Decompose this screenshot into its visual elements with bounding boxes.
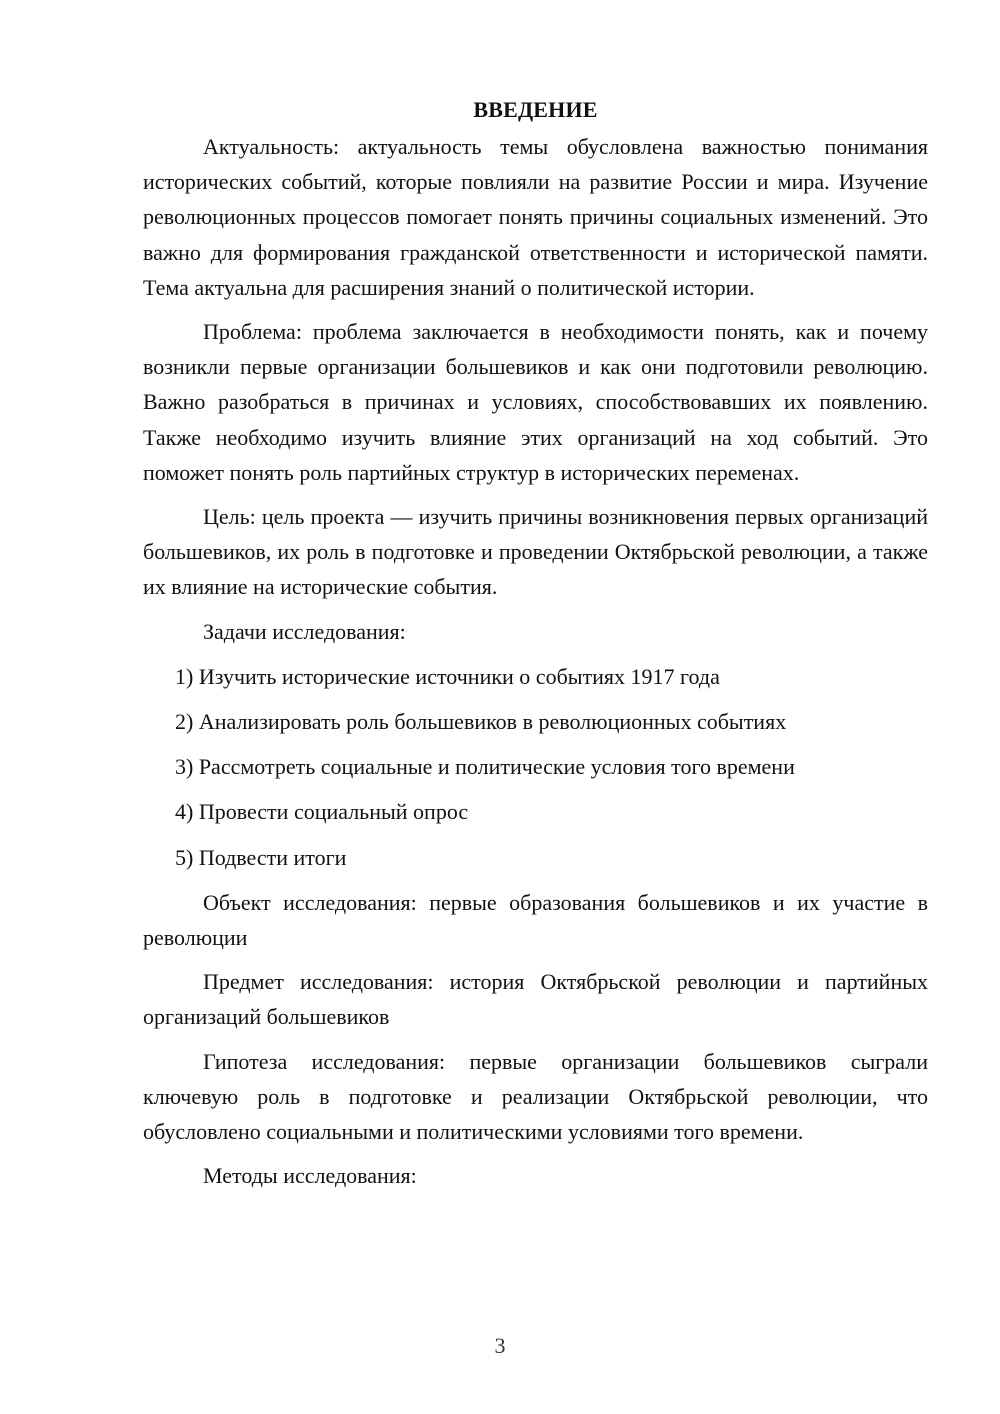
list-item: 2) Анализировать роль большевиков в революционных событиях [175, 709, 787, 735]
object-paragraph: Объект исследования: первые образования большевиков и их участие в революции [143, 889, 928, 951]
subject-paragraph: Предмет исследования: история Октябрьской революции и партийных организаций большевиков [143, 969, 928, 1030]
relevance-paragraph: Актуальность: актуальность темы обусловлена важностью понимания исторических событий, которые повлияли на развитие России и мира. Изучение революционных процессов помогает понять причины социальных изменений. Это важно для формирования гражданской ответственности и исторической памяти. Тема актуальна для расширения знаний о политической истории. [143, 134, 928, 300]
hypothesis-paragraph: Гипотеза исследования: первые организации большевиков сыграли ключевую роль в подготовке и реализации Октябрьской революции, что обусловлено социальными и политическими условиями того времени. [143, 1048, 928, 1145]
list-item: 4) Провести социальный опрос [175, 799, 469, 825]
section-title: ВВЕДЕНИЕ [473, 97, 598, 122]
methods-heading: Методы исследования: [203, 1163, 417, 1189]
document-page [143, 93, 928, 1203]
tasks-list [143, 659, 928, 875]
tasks-heading: Задачи исследования: [203, 618, 406, 644]
list-item: 5) Подвести итоги [175, 844, 347, 870]
list-item: 3) Рассмотреть социальные и политические условия того времени [175, 754, 795, 780]
list-item: 1) Изучить исторические источники о событиях 1917 года [175, 663, 720, 689]
page-number: 3 [494, 1333, 506, 1358]
goal-paragraph: Цель: цель проекта — изучить причины возникновения первых организаций большевиков, их роль в подготовке и проведении Октябрьской революции, а также их влияние на исторические события. [143, 504, 928, 600]
problem-paragraph: Проблема: проблема заключается в необходимости понять, как и почему возникли первые организации большевиков и как они подготовили революцию. Важно разобраться в причинах и условиях, способствовавших их появлению. Также необходимо изучить влияние этих организаций на ход событий. Это поможет понять роль партийных структур в исторических переменах. [143, 319, 928, 485]
